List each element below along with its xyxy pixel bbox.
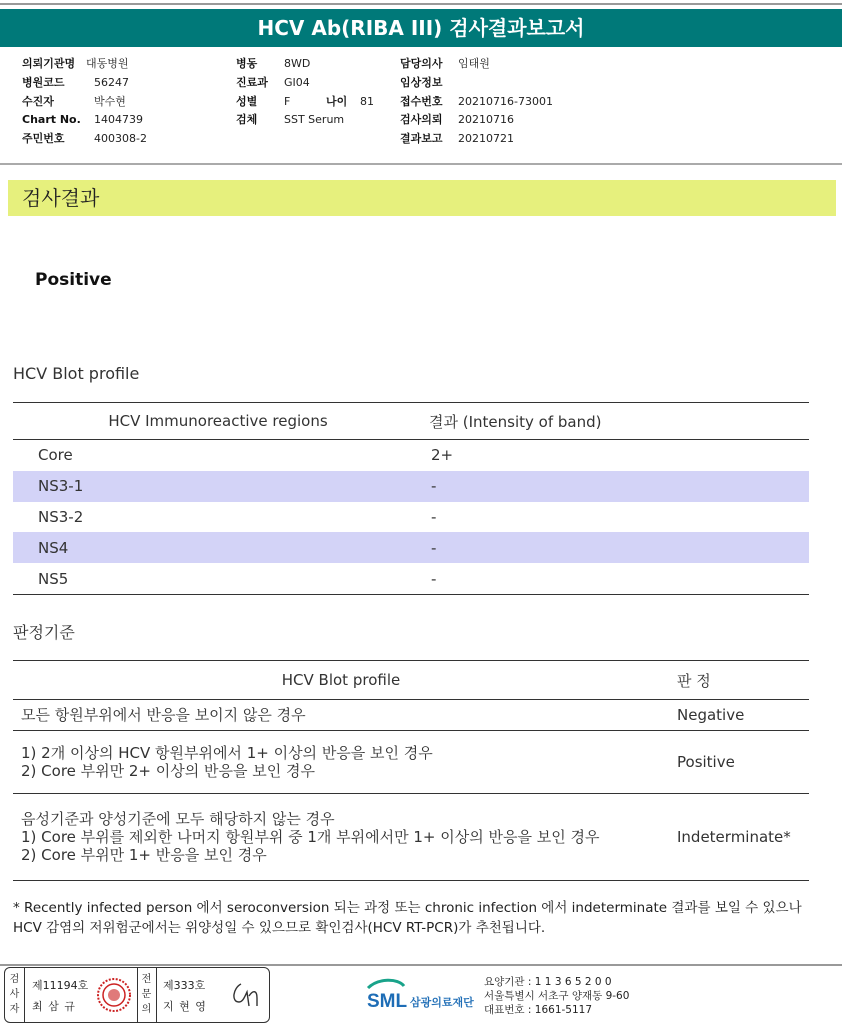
- box-divider: [156, 968, 157, 1022]
- field-label: 진료과: [236, 75, 268, 89]
- field-label: 접수번호: [400, 94, 443, 108]
- sml-logo-text: SML: [367, 991, 408, 1012]
- info-column-1: [22, 55, 147, 149]
- info-row: [22, 55, 147, 74]
- field-label: 결과보고: [400, 132, 443, 146]
- result-cell: 2+: [431, 446, 454, 465]
- info-row: [22, 74, 147, 93]
- field-value: 대동병원: [86, 57, 129, 70]
- table-row: [13, 794, 809, 881]
- result-cell: -: [423, 471, 809, 502]
- org-line: 대표번호 : 1661-5117: [484, 1004, 593, 1016]
- field-value: 400308-2: [94, 132, 147, 146]
- field-label: 병동: [236, 57, 258, 70]
- field-value: F: [284, 94, 291, 108]
- top-rule: [0, 3, 842, 5]
- info-row: [22, 130, 147, 149]
- field-value: 박수현: [94, 94, 126, 108]
- section-title: 검사결과: [8, 180, 836, 216]
- criteria-line: 1) 2개 이상의 HCV 항원부위에서 1+ 이상의 반응을 보인 경우: [21, 744, 433, 762]
- criteria-cell: [13, 794, 669, 881]
- judgement-cell: Indeterminate*: [669, 794, 809, 881]
- overall-result: Positive: [35, 270, 112, 290]
- signature-icon: [227, 978, 263, 1010]
- column-header-region: HCV Immunoreactive regions: [13, 403, 423, 440]
- field-label: Chart No.: [22, 113, 81, 127]
- criteria-title: 판정기준: [13, 623, 75, 642]
- field-label: 의뢰기관명: [22, 57, 76, 70]
- field-value: GI04: [284, 75, 310, 89]
- info-row: [400, 93, 553, 112]
- field-label: 병원코드: [22, 75, 65, 89]
- signature-box: [4, 967, 270, 1023]
- field-label: 검체: [236, 113, 258, 127]
- age-value: 81: [360, 94, 374, 108]
- field-label: 검사의뢰: [400, 113, 443, 127]
- info-row: [400, 55, 553, 74]
- field-label: 주민번호: [22, 132, 65, 146]
- field-value: 20210721: [458, 132, 514, 146]
- result-cell: -: [423, 532, 809, 563]
- table-row: [13, 502, 809, 533]
- field-value: 56247: [94, 75, 129, 89]
- column-header-result: 결과 (Intensity of band): [423, 403, 809, 440]
- box-divider: [24, 968, 25, 1022]
- result-cell: -: [423, 563, 809, 594]
- criteria-line: 2) Core 부위만 2+ 이상의 반응을 보인 경우: [21, 762, 315, 780]
- field-value: 20210716-73001: [458, 94, 553, 108]
- region-cell: Core: [38, 446, 73, 465]
- specialist-license: 제333호: [163, 979, 206, 992]
- info-row: [236, 111, 374, 130]
- criteria-line: 2) Core 부위만 1+ 반응을 보인 경우: [21, 846, 267, 864]
- table-row: [13, 731, 809, 794]
- region-cell: NS3-2: [38, 507, 84, 526]
- criteria-cell: [13, 700, 669, 731]
- footer-divider: [0, 964, 842, 966]
- info-row: [22, 111, 147, 130]
- table-header-row: [13, 661, 809, 700]
- criteria-line: 음성기준과 양성기준에 모두 해당하지 않는 경우: [21, 810, 335, 828]
- org-line: 서울특별시 서초구 양재동 9-60: [484, 990, 630, 1002]
- specialist-name: 지 현 영: [163, 1000, 207, 1013]
- table-header-row: [13, 403, 809, 440]
- field-label: 임상정보: [400, 75, 443, 89]
- box-divider: [137, 968, 138, 1022]
- field-value: 임태원: [458, 57, 490, 70]
- blot-profile-table: [13, 402, 809, 595]
- examiner-seal-icon: [95, 976, 133, 1014]
- sml-logo-icon: [364, 977, 484, 1013]
- column-header-judgement: 판 정: [669, 661, 809, 700]
- table-row: [13, 700, 809, 731]
- field-value: 1404739: [94, 113, 143, 127]
- header-divider: [0, 163, 842, 165]
- field-value: 20210716: [458, 113, 514, 127]
- info-row: [400, 74, 553, 93]
- criteria-line: 1) Core 부위를 제외한 나머지 항원부위 중 1개 부위에서만 1+ 이상의 반응을 보인 경우: [21, 828, 600, 846]
- table-row: [13, 471, 809, 502]
- table-row: [13, 440, 809, 471]
- org-info: [484, 975, 629, 1017]
- info-column-2: [236, 55, 374, 130]
- region-cell: NS3-1: [13, 471, 423, 502]
- specialist-role: 전문의: [141, 974, 152, 1015]
- field-value: SST Serum: [284, 113, 345, 127]
- examiner-license: 제11194호: [32, 979, 89, 992]
- info-column-3: [400, 55, 553, 149]
- table-row: [13, 532, 809, 563]
- age-label: 나이: [326, 94, 348, 108]
- info-row: [236, 74, 374, 93]
- region-cell: NS5: [13, 563, 423, 594]
- result-cell: -: [431, 507, 437, 526]
- examiner-role: 검사자: [9, 974, 20, 1015]
- footnote: * Recently infected person 에서 seroconversion 되는 과정 또는 chronic infection 에서 indeterminate 결과를 보일 수 있으나 HCV 감염의 저위험군에서는 위양성일 수 있으므로 확인검사(HCV RT-PCR)가 추천됩니다.: [13, 900, 802, 936]
- column-header-profile: HCV Blot profile: [13, 661, 669, 700]
- sml-logo: [364, 977, 484, 1017]
- criteria-table: [13, 660, 809, 881]
- judgement-cell: Positive: [669, 731, 809, 794]
- criteria-cell: [13, 731, 669, 794]
- report-title: HCV Ab(RIBA III) 검사결과보고서: [0, 9, 842, 47]
- org-line: 요양기관 : 1 1 3 6 5 2 0 0: [484, 976, 612, 988]
- examiner-name: 최 삼 규: [32, 1000, 76, 1013]
- info-row: [400, 111, 553, 130]
- info-row: [236, 55, 374, 74]
- field-label: 담당의사: [400, 57, 443, 70]
- info-row: [236, 93, 374, 112]
- field-label: 성별: [236, 94, 258, 108]
- field-label: 수진자: [22, 94, 54, 108]
- table-row: [13, 563, 809, 594]
- judgement-cell: Negative: [669, 700, 809, 731]
- info-row: [22, 93, 147, 112]
- region-cell: NS4: [13, 532, 423, 563]
- org-name: 삼광의료재단: [410, 996, 474, 1009]
- criteria-line: 모든 항원부위에서 반응을 보이지 않은 경우: [21, 706, 306, 724]
- field-value: 8WD: [284, 57, 311, 70]
- blot-profile-title: HCV Blot profile: [13, 364, 140, 383]
- info-row: [400, 130, 553, 149]
